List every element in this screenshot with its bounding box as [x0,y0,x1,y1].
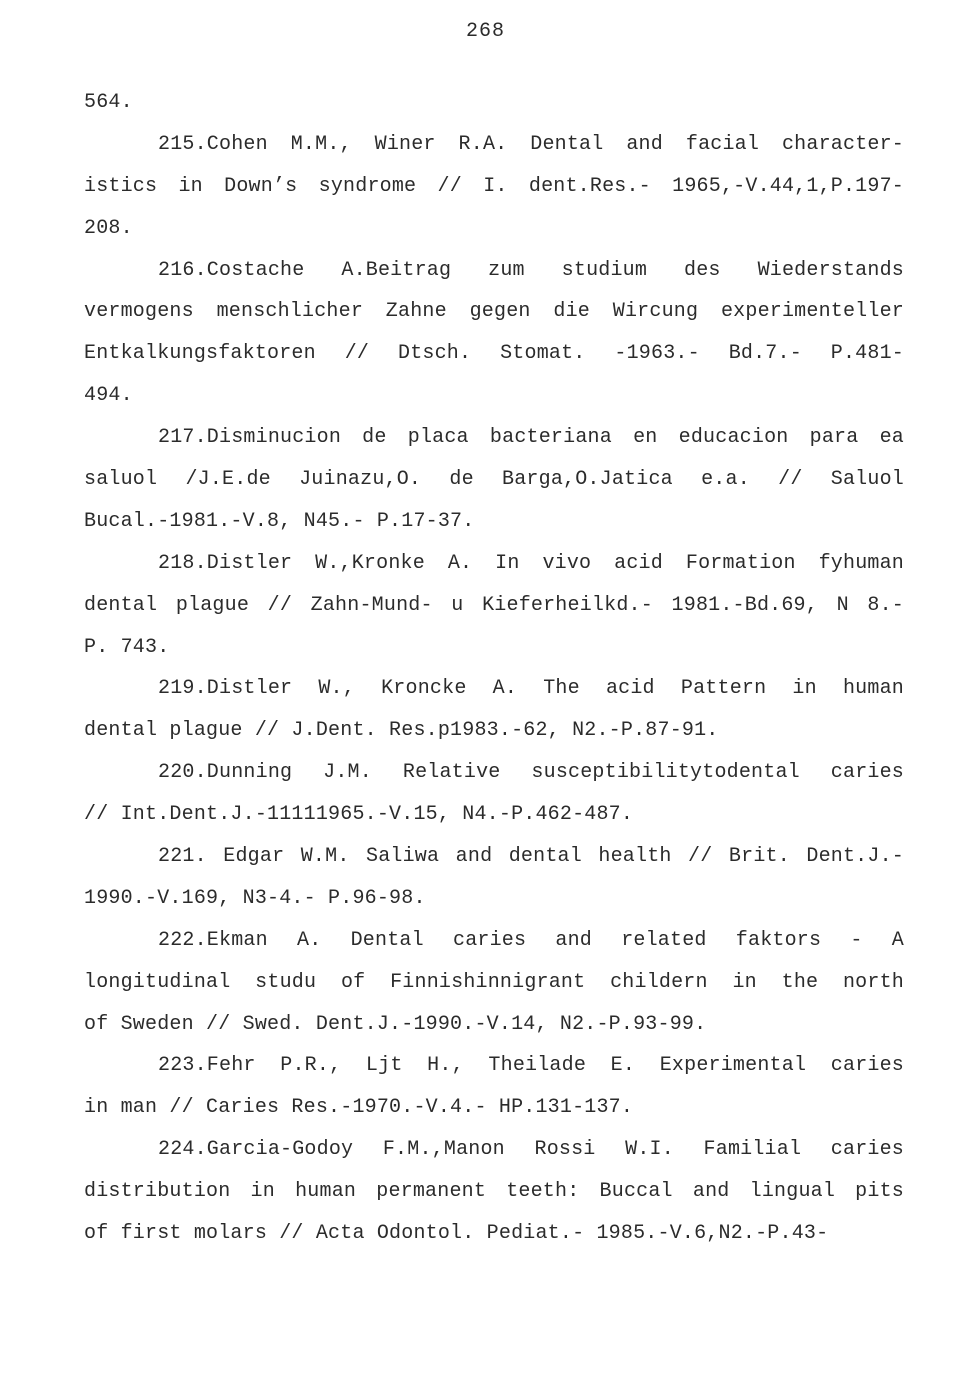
reference-line: distribution in human permanent teeth: Buccal and lingual pits [84,1180,904,1204]
continuation-line: 564. [84,91,133,114]
reference-216 [84,250,904,418]
reference-217 [84,417,904,543]
reference-line: 215.Cohen M.M., Winer R.A. Dental and facial character- [158,132,904,156]
reference-222 [84,920,904,1046]
reference-line: // Int.Dent.J.-11111965.-V.15, N4.-P.462-487. [84,803,634,827]
reference-line: 224.Garcia-Godoy F.M.,Manon Rossi W.I. Familial caries [158,1138,904,1162]
reference-line: 220.Dunning J.M. Relative susceptibilitytodental caries [158,761,904,785]
reference-list [84,82,904,1255]
page-number: 268 [465,20,505,43]
reference-line: vermogens menschlicher Zahne gegen die Wircung experimenteller [84,300,904,324]
reference-line: 223.Fehr P.R., Ljt H., Theilade E. Experimental caries [158,1054,904,1078]
reference-220 [84,752,904,836]
reference-223 [84,1045,904,1129]
reference-line: 216.Costache A.Beitrag zum studium des Wiederstands [158,258,904,282]
reference-line: 208. [84,216,133,240]
reference-line: 218.Distler W.,Kronke A. In vivo acid Formation fyhuman [158,551,904,575]
reference-line: 494. [84,384,133,408]
reference-line: longitudinal studu of Finnishinnigrant childern in the north [84,970,904,994]
reference-line: Bucal.-1981.-V.8, N45.- P.17-37. [84,509,475,533]
reference-215 [84,124,904,250]
reference-line: of first molars // Acta Odontol. Pediat.- 1985.-V.6,N2.-P.43- [84,1222,829,1246]
reference-line: in man // Caries Res.-1970.-V.4.- HP.131-137. [84,1096,634,1120]
reference-line: 217.Disminucion de placa bacteriana en educacion para ea [158,426,904,450]
reference-221 [84,836,904,920]
reference-218 [84,543,904,669]
reference-line: 219.Distler W., Kroncke A. The acid Pattern in human [158,677,904,701]
reference-line: istics in Down’s syndrome // I. dent.Res.- 1965,-V.44,1,P.197- [84,174,904,198]
reference-224 [84,1129,904,1255]
reference-line: dental plague // J.Dent. Res.p1983.-62, N2.-P.87-91. [84,719,719,743]
reference-line: of Sweden // Swed. Dent.J.-1990.-V.14, N2.-P.93-99. [84,1012,707,1036]
reference-line: P. 743. [84,635,170,659]
reference-line: 1990.-V.169, N3-4.- P.96-98. [84,886,426,910]
reference-line: saluol /J.E.de Juinazu,O. de Barga,O.Jatica e.a. // Saluol [84,468,904,492]
reference-219 [84,668,904,752]
reference-line: 222.Ekman A. Dental caries and related faktors - A [158,928,904,952]
reference-line: Entkalkungsfaktoren // Dtsch. Stomat. -1963.- Bd.7.- P.481- [84,342,904,366]
reference-line: 221. Edgar W.M. Saliwa and dental health // Brit. Dent.J.- [158,845,904,869]
reference-line: dental plague // Zahn-Mund- u Kieferheilkd.- 1981.-Bd.69, N 8.- [84,593,904,617]
